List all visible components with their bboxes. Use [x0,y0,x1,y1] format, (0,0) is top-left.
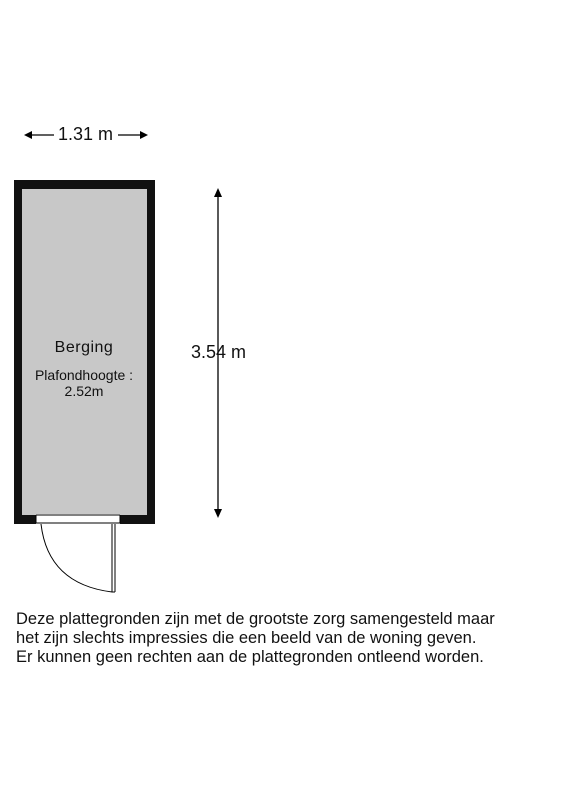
room-name: Berging [54,339,114,356]
ceiling-height-value: 2.52m [64,383,104,399]
ceiling-height-label: Plafondhoogte : [34,367,134,383]
disclaimer-line: Er kunnen geen rechten aan de plattegronden ontleend worden. [16,648,484,666]
width-dimension-label: 1.31 m [58,124,114,144]
ceiling-height [14,367,154,399]
disclaimer-line: Deze plattegronden zijn met de grootste zorg samengesteld maar [16,610,495,628]
disclaimer-line: het zijn slechts impressies die een beeld van de woning geven. [16,629,477,647]
door-opening [36,514,120,525]
disclaimer-text [16,610,561,667]
height-dimension-label: 3.54 m [191,342,247,362]
door-swing [41,524,115,592]
